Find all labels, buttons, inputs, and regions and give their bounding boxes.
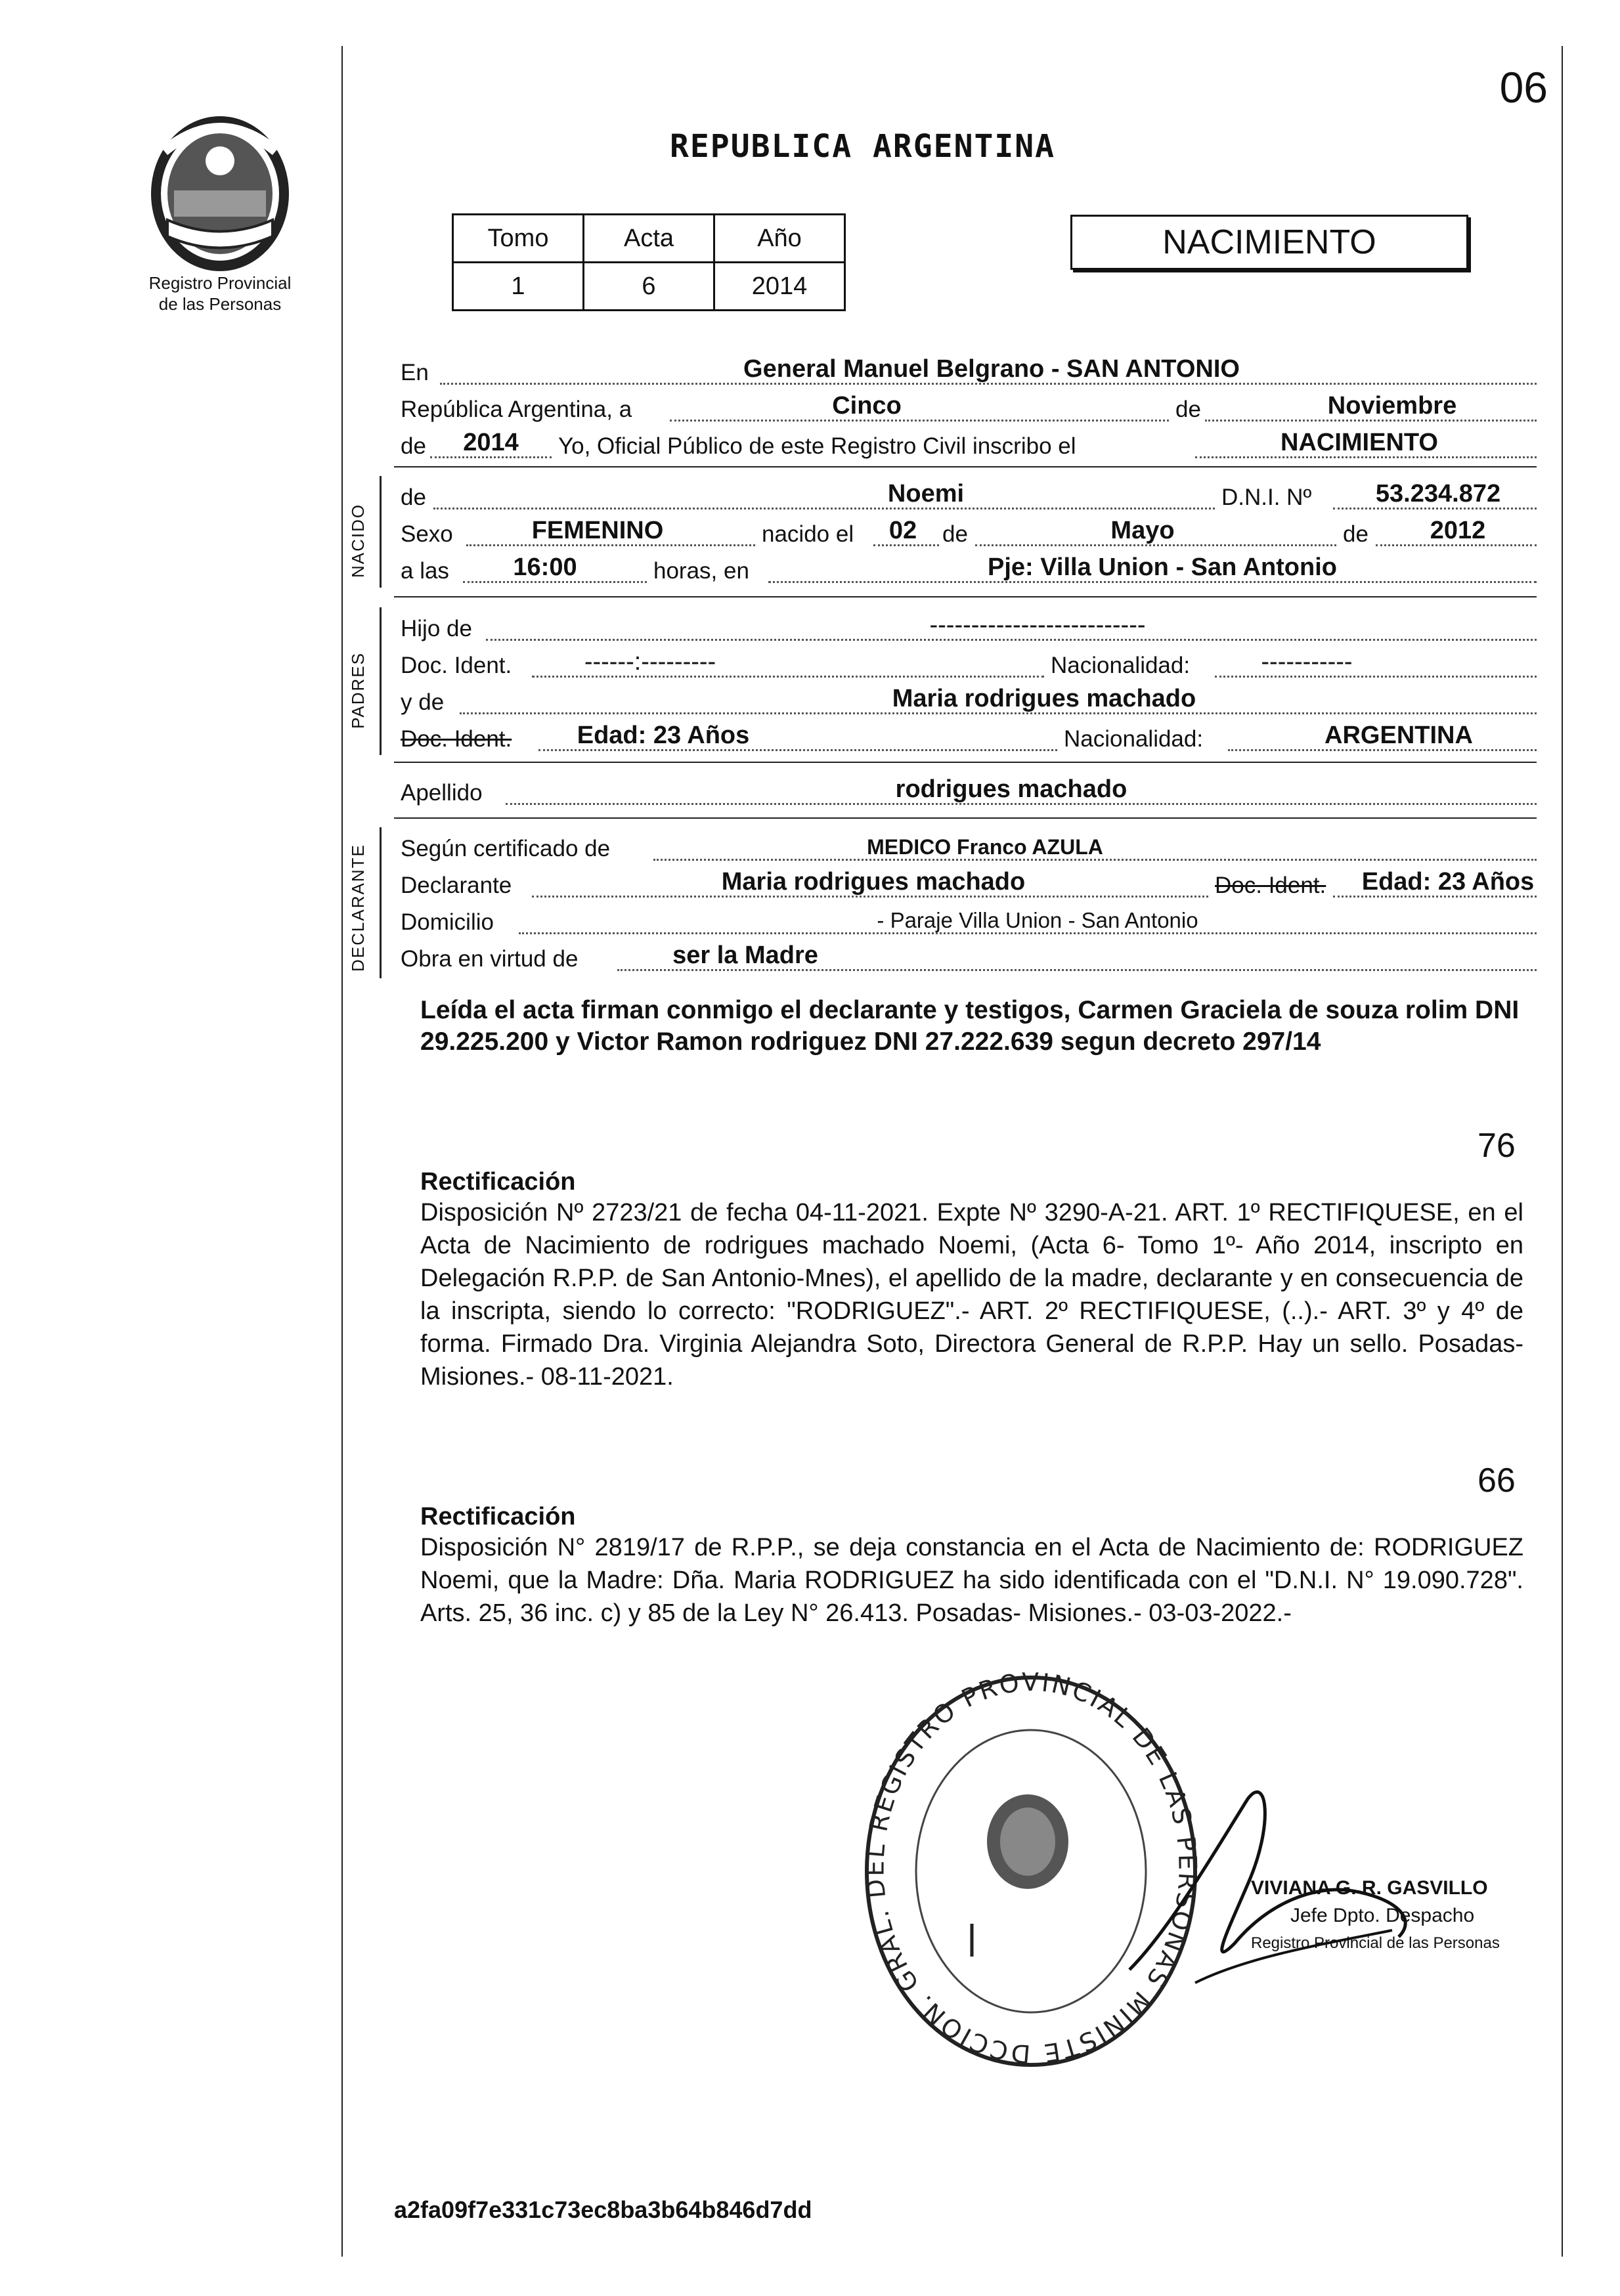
section-declarante: DECLARANTE [348, 844, 368, 972]
registry-caption-line-2: de las Personas [158, 294, 282, 314]
rectification-1-text: Disposición Nº 2723/21 de fecha 04-11-2021. Expte Nº 3290-A-21. ART. 1º RECTIFIQUESE, en el Acta de Nacimiento de rodrigues machado Noemi, (Acta 6- Tomo 1º- Año 2014, inscripto en Delegación R.P.P. de San Antonio-Mnes), el apellido de la madre, declarante y en consecuencia de la inscripta, siendo lo correcto: "RODRIGUEZ".- ART. 2º RECTIFIQUESE, (..).- ART. 3º y 4º de forma. Firmado Dra. Virginia Alejandra Soto, Directora General de R.P.P. Hay un sello. Posadas- Misiones.- 08-11-2021. [420, 1199, 1523, 1391]
day-value: Cinco [832, 392, 902, 420]
line-docident [401, 647, 1537, 684]
birth-time-value: 16:00 [513, 553, 577, 581]
rectification-1-number: 76 [1478, 1127, 1516, 1165]
birth-day-value: 02 [888, 517, 917, 544]
closing-text: Leída el acta firman conmigo el declarante y testigos, Carmen Graciela de souza rolim DNI 29.225.200 y Victor Ramon rodriguez DNI 27.222.639 segun decreto 297/14 [420, 996, 1520, 1056]
rectification-2-number: 66 [1478, 1462, 1516, 1500]
docident-value: ------:--------- [584, 648, 716, 676]
rectification-2-text: Disposición N° 2819/17 de R.P.P., se deja constancia en el Acta de Nacimiento de: RODRIGUEZ Noemi, que la Madre: Dña. Maria RODRIGUEZ ha sido identificada con el "D.N.I. N° 19.090.728". Arts. 25, 36 inc. c) y 85 de la Ley N° 26.413. Posadas- Misiones.- 03-03-2022.- [420, 1534, 1523, 1627]
line-sexo [401, 516, 1537, 553]
declarante-age-value: Edad: 23 Años [1361, 868, 1535, 896]
stamp-line-3: Registro Provincial de las Personas [1251, 1934, 1500, 1952]
hijo-label: Hijo de [401, 616, 472, 641]
record-table [452, 213, 846, 311]
month-value: Noviembre [1327, 392, 1457, 420]
section-padres: PADRES [348, 652, 368, 729]
certificado-label: Según certificado de [401, 836, 611, 861]
stamp-line-1: VIVIANA G. R. GASVILLO [1251, 1877, 1488, 1899]
obra-value: ser la Madre [672, 942, 818, 969]
obra-label: Obra en virtud de [401, 946, 579, 972]
inscribe-value: NACIMIENTO [1281, 429, 1438, 456]
nacionalidad-label: Nacionalidad: [1051, 653, 1191, 678]
en-label: En [401, 360, 429, 385]
registry-caption-line-1: Registro Provincial [148, 273, 292, 293]
year-prefix-label: de [401, 433, 426, 459]
country-title: REPUBLICA ARGENTINA [670, 128, 1056, 165]
seal-text: DCCION. GRAL. DEL REGISTRO PROVINCIAL DE LAS PERSONAS MINISTE [860, 1668, 1202, 2069]
place-value: General Manuel Belgrano - SAN ANTONIO [743, 355, 1240, 383]
province-shield-logo [138, 112, 302, 276]
sexo-value: FEMENINO [531, 517, 664, 544]
line-declarante [401, 867, 1537, 904]
birth-month-value: Mayo [1110, 517, 1175, 544]
dni-label: D.N.I. Nº [1221, 485, 1312, 510]
document-hash: a2fa09f7e331c73ec8ba3b64b846d7dd [394, 2196, 812, 2223]
record-value-ano: 2014 [714, 263, 845, 311]
docident2-label: Doc. Ident. [401, 726, 512, 752]
record-value-tomo: 1 [453, 263, 584, 311]
record-header-acta: Acta [584, 215, 714, 263]
record-type-box: NACIMIENTO [1070, 215, 1468, 270]
apellido-value: rodrigues machado [895, 775, 1127, 803]
docident-label: Doc. Ident. [401, 653, 512, 678]
de2-label: de [401, 485, 426, 510]
line-apellido [401, 775, 1537, 812]
nacido-label: nacido el [762, 521, 854, 547]
declarante-value: Maria rodrigues machado [721, 868, 1026, 896]
horas-label: horas, en [653, 558, 749, 584]
mother-name-value: Maria rodrigues machado [892, 685, 1196, 712]
section-nacido: NACIDO [348, 503, 368, 578]
line-domicilio [401, 904, 1537, 941]
line-inscribe [401, 428, 1537, 465]
nacionalidad1-value: ----------- [1261, 648, 1353, 676]
line-mother [401, 684, 1537, 721]
rectification-1-title: Rectificación [420, 1168, 576, 1196]
certificado-value: MEDICO Franco AZULA [867, 835, 1103, 859]
de3-label: de [942, 521, 968, 547]
hijo-value: -------------------------- [929, 611, 1146, 639]
dni-value: 53.234.872 [1375, 480, 1501, 508]
record-value-acta: 6 [584, 263, 714, 311]
line-hijo [401, 611, 1537, 647]
stamp-line-2: Jefe Dpto. Despacho [1290, 1905, 1475, 1926]
birth-place-value: Pje: Villa Union - San Antonio [987, 553, 1338, 581]
apellido-label: Apellido [401, 780, 483, 806]
name-value: Noemi [887, 480, 965, 508]
birth-year-value: 2012 [1430, 517, 1486, 544]
year-value: 2014 [463, 429, 519, 456]
inscribe-text: Yo, Oficial Público de este Registro Civil inscribo el [558, 433, 1076, 459]
line-date [401, 391, 1537, 428]
page-number: 06 [1499, 63, 1548, 112]
nacionalidad2-label: Nacionalidad: [1064, 726, 1204, 752]
rectification-2-title: Rectificación [420, 1503, 576, 1530]
line-time [401, 553, 1537, 590]
line-obra [401, 941, 1537, 978]
sexo-label: Sexo [401, 521, 453, 547]
line-place [401, 355, 1537, 391]
de-label: de [1175, 397, 1201, 422]
domicilio-label: Domicilio [401, 909, 494, 935]
line-name [401, 479, 1537, 516]
registry-caption [99, 272, 341, 314]
left-margin-line [341, 46, 343, 2257]
line-mother-age [401, 721, 1537, 758]
alas-label: a las [401, 558, 449, 584]
signature-stamp [1251, 1874, 1500, 1957]
right-margin-line [1562, 46, 1563, 2257]
mother-nationality-value: ARGENTINA [1324, 722, 1473, 749]
record-header-ano: Año [714, 215, 845, 263]
de4-label: de [1343, 521, 1368, 547]
declarante-label: Declarante [401, 873, 512, 898]
line-certificado [401, 831, 1537, 867]
yde-label: y de [401, 689, 445, 715]
republica-label: República Argentina, a [401, 397, 632, 422]
record-header-tomo: Tomo [453, 215, 584, 263]
mother-age-value: Edad: 23 Años [577, 722, 750, 749]
domicilio-value: - Paraje Villa Union - San Antonio [877, 908, 1198, 932]
docident3-label: Doc. Ident. [1215, 873, 1326, 898]
